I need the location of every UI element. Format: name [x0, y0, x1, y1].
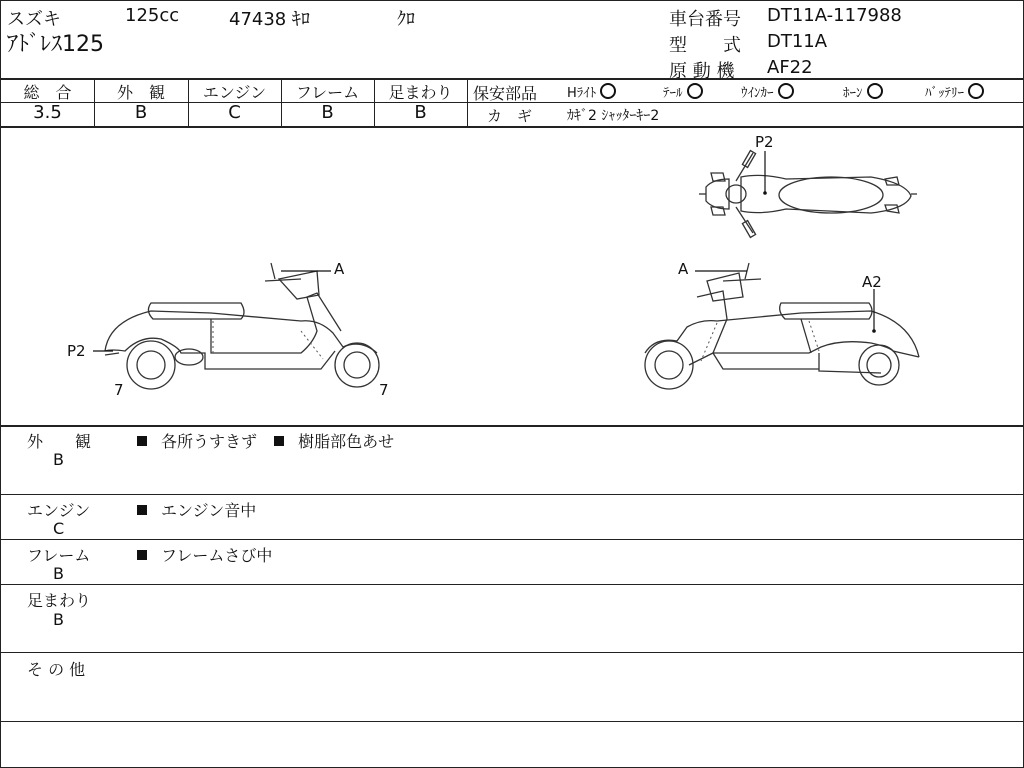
- ok-circle-icon: [600, 83, 616, 99]
- note-text: フレームさび中: [161, 546, 273, 565]
- label-top-p2: P2: [755, 133, 774, 151]
- label-left-rear-7: 7: [379, 381, 389, 399]
- divider: [1, 652, 1023, 653]
- note-text: 各所うすきず: [161, 432, 258, 451]
- ok-circle-icon: [778, 83, 794, 99]
- maker: スズキ: [7, 9, 61, 30]
- bullet-square-icon: [137, 505, 147, 515]
- safety-item-tail: [663, 82, 703, 101]
- label-left-front-7: 7: [114, 381, 124, 399]
- safety-item-horn: [843, 82, 883, 101]
- section-frame-notes: [137, 543, 272, 566]
- safety-item-name: ﾎｰﾝ: [843, 86, 863, 101]
- grade-overall-value: 3.5: [33, 102, 62, 123]
- keys-label: カ ギ: [487, 107, 533, 125]
- bullet-square-icon: [137, 550, 147, 560]
- bullet-square-icon: [137, 436, 147, 446]
- safety-item-battery: [925, 82, 984, 101]
- bullet-square-icon: [274, 436, 284, 446]
- label-left-p2: P2: [67, 342, 86, 360]
- ok-circle-icon: [968, 83, 984, 99]
- grade-exterior-label: 外 観: [116, 83, 165, 102]
- section-suspension-label: 足まわり: [27, 591, 92, 610]
- section-frame-grade: B: [53, 564, 64, 583]
- section-frame-label: フレーム: [27, 546, 91, 565]
- grade-engine-label: エンジン: [202, 83, 267, 102]
- section-exterior-grade: B: [53, 450, 64, 469]
- divider: [1, 494, 1023, 495]
- divider: [1, 539, 1023, 540]
- section-engine-grade: C: [53, 519, 65, 538]
- safety-item-name: ﾃｰﾙ: [663, 86, 683, 101]
- ok-circle-icon: [687, 83, 703, 99]
- keys-value: ｶｷﾞ2 ｼｬｯﾀｰｷｰ2: [567, 108, 660, 124]
- safety-label: 保安部品: [473, 84, 538, 103]
- scooter-diagram: [1, 127, 1023, 425]
- damage-diagram: [1, 127, 1023, 425]
- grade-suspension-label: 足まわり: [388, 83, 453, 102]
- grade-frame-label: フレーム: [295, 83, 360, 102]
- safety-item-winker: [741, 82, 794, 101]
- section-exterior-notes: [137, 429, 394, 452]
- section-exterior-label: 外 観: [27, 432, 92, 451]
- safety-item-name: Hﾗｲﾄ: [567, 86, 597, 101]
- type-label: 型 式: [669, 35, 741, 56]
- note-text: エンジン音中: [161, 501, 257, 520]
- engine-value: AF22: [767, 57, 813, 78]
- safety-item-headlight: [567, 82, 616, 101]
- displacement: 125cc: [125, 5, 180, 26]
- color: ｸﾛ: [397, 9, 415, 30]
- divider: [1, 584, 1023, 585]
- type-value: DT11A: [767, 31, 828, 52]
- section-other-label: そ の 他: [27, 660, 86, 679]
- mileage: 47438 ｷﾛ: [229, 9, 310, 30]
- note-text: 樹脂部色あせ: [298, 432, 395, 451]
- divider: [467, 79, 468, 126]
- label-left-a: A: [334, 260, 345, 278]
- grade-suspension-value: B: [414, 102, 427, 123]
- section-engine-label: エンジン: [27, 501, 91, 520]
- top-view-scooter: [699, 151, 917, 238]
- left-view-scooter: [105, 263, 379, 389]
- frame-no: DT11A-117988: [767, 5, 902, 26]
- section-suspension-grade: B: [53, 610, 64, 629]
- label-right-a: A: [678, 260, 689, 278]
- grade-frame-value: B: [321, 102, 334, 123]
- model-name: ｱﾄﾞﾚｽ125: [7, 32, 104, 57]
- engine-label: 原 動 機: [669, 61, 735, 82]
- safety-item-name: ｳｲﾝｶｰ: [741, 86, 774, 101]
- section-engine-notes: [137, 498, 256, 521]
- frame-no-label: 車台番号: [669, 9, 741, 30]
- grade-overall-label: 総 合: [23, 83, 72, 102]
- grade-engine-value: C: [228, 102, 241, 123]
- divider: [1, 425, 1023, 427]
- divider: [1, 721, 1023, 722]
- grade-exterior-value: B: [134, 102, 148, 123]
- label-right-a2: A2: [862, 273, 882, 291]
- ok-circle-icon: [867, 83, 883, 99]
- divider: [467, 102, 1023, 103]
- safety-item-name: ﾊﾞｯﾃﾘｰ: [925, 86, 964, 101]
